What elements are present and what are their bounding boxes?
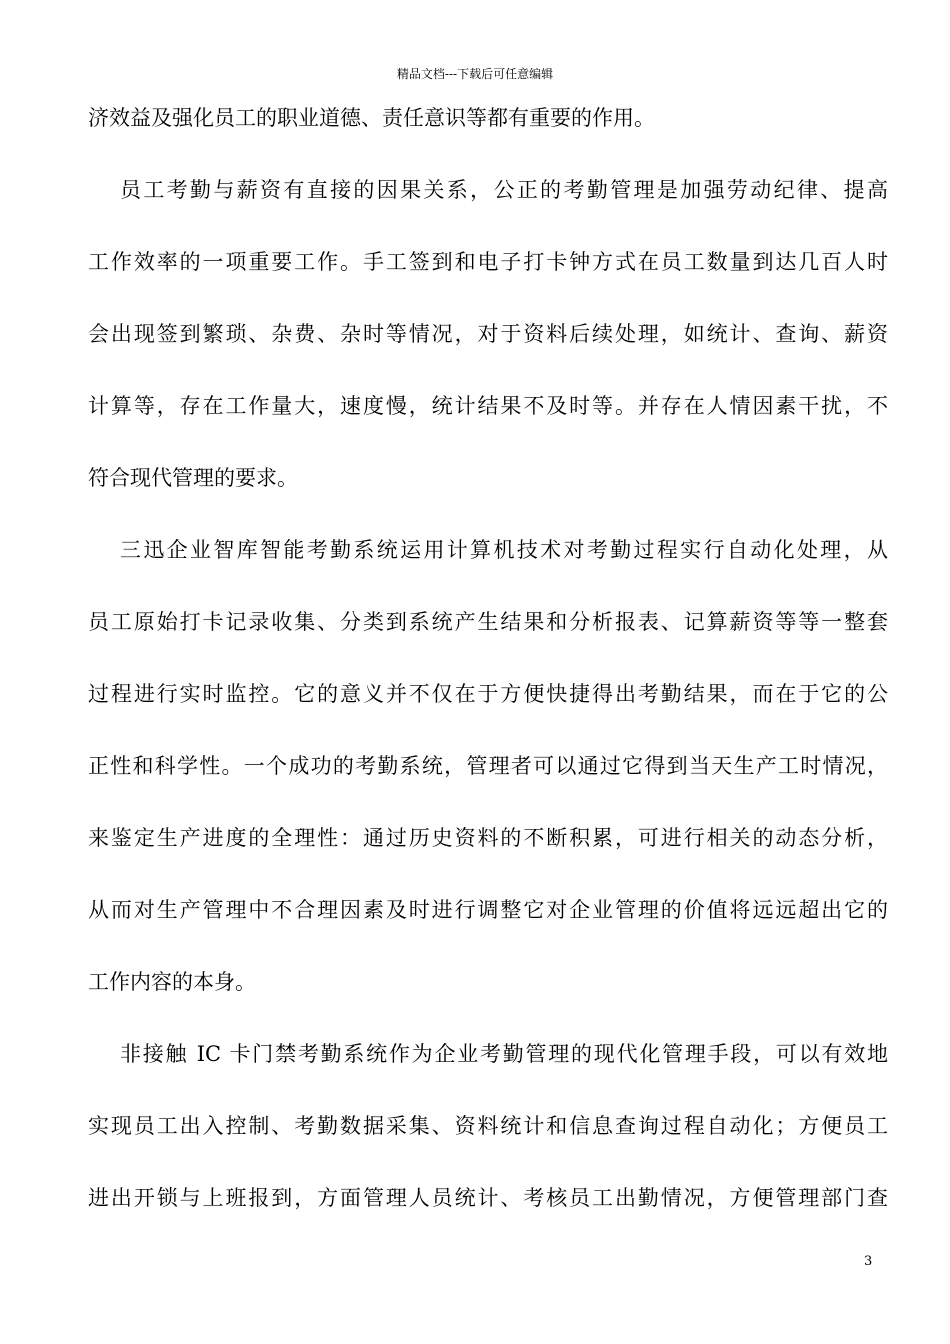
- paragraph-line: 正性和科学性。一个成功的考勤系统，管理者可以通过它得到当天生产工时情况，: [88, 754, 888, 778]
- paragraph-line: 工作内容的本身。: [88, 970, 256, 994]
- paragraph-line: 来鉴定生产进度的全理性：通过历史资料的不断积累，可进行相关的动态分析，: [88, 826, 888, 850]
- paragraph-line: 员工考勤与薪资有直接的因果关系，公正的考勤管理是加强劳动纪律、提高: [120, 178, 888, 202]
- paragraph-line: 济效益及强化员工的职业道德、责任意识等都有重要的作用。: [88, 106, 655, 130]
- paragraph-line: 实现员工出入控制、考勤数据采集、资料统计和信息查询过程自动化；方便员工: [88, 1114, 888, 1138]
- paragraph-line: 过程进行实时监控。它的意义并不仅在于方便快捷得出考勤结果，而在于它的公: [88, 682, 888, 706]
- page-number: 3: [864, 1254, 873, 1269]
- paragraph-line: 非接触 IC 卡门禁考勤系统作为企业考勤管理的现代化管理手段，可以有效地: [120, 1042, 888, 1066]
- paragraph-line: 符合现代管理的要求。: [88, 466, 298, 490]
- paragraph-line: 计算等，存在工作量大，速度慢，统计结果不及时等。并存在人情因素干扰，不: [88, 394, 888, 418]
- page-header: 精品文档---下载后可任意编辑: [396, 67, 554, 81]
- paragraph-line: 工作效率的一项重要工作。手工签到和电子打卡钟方式在员工数量到达几百人时: [88, 250, 888, 274]
- paragraph-line: 三迅企业智库智能考勤系统运用计算机技术对考勤过程实行自动化处理，从: [120, 538, 888, 562]
- paragraph-line: 员工原始打卡记录收集、分类到系统产生结果和分析报表、记算薪资等等一整套: [88, 610, 888, 634]
- paragraph-line: 从而对生产管理中不合理因素及时进行调整它对企业管理的价值将远远超出它的: [88, 898, 888, 922]
- paragraph-line: 进出开锁与上班报到，方面管理人员统计、考核员工出勤情况，方便管理部门查: [88, 1186, 888, 1210]
- paragraph-line: 会出现签到繁琐、杂费、杂时等情况，对于资料后续处理，如统计、查询、薪资: [88, 322, 888, 346]
